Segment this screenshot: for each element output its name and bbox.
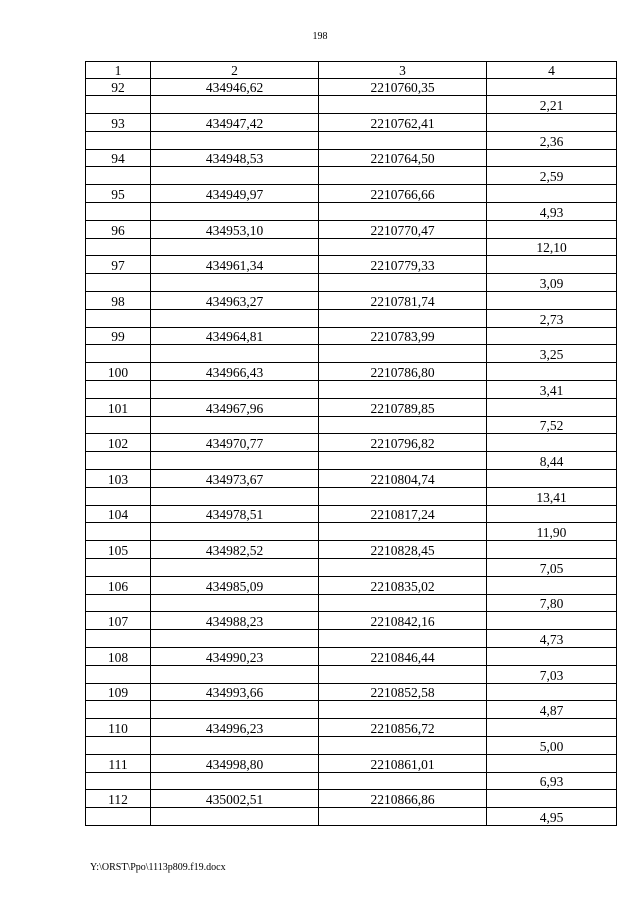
empty-cell xyxy=(319,523,487,541)
distance-row xyxy=(86,523,617,541)
y-coordinate-cell: 2210770,47 xyxy=(319,220,487,238)
distance-row xyxy=(86,416,617,434)
point-number-cell: 94 xyxy=(86,149,151,167)
empty-cell xyxy=(151,96,319,114)
x-coordinate-cell: 434947,42 xyxy=(151,114,319,132)
y-coordinate-cell: 2210861,01 xyxy=(319,754,487,772)
x-coordinate-cell: 434982,52 xyxy=(151,541,319,559)
distance-row xyxy=(86,487,617,505)
x-coordinate-cell: 434961,34 xyxy=(151,256,319,274)
x-coordinate-cell: 434946,62 xyxy=(151,78,319,96)
empty-cell xyxy=(487,790,617,808)
point-row xyxy=(86,292,617,310)
y-coordinate-cell: 2210781,74 xyxy=(319,292,487,310)
empty-cell xyxy=(151,309,319,327)
distance-cell: 4,73 xyxy=(487,630,617,648)
empty-cell xyxy=(86,274,151,292)
empty-cell xyxy=(487,398,617,416)
y-coordinate-cell: 2210828,45 xyxy=(319,541,487,559)
point-number-cell: 110 xyxy=(86,719,151,737)
empty-cell xyxy=(487,185,617,203)
point-number-cell: 95 xyxy=(86,185,151,203)
empty-cell xyxy=(319,274,487,292)
point-number-cell: 102 xyxy=(86,434,151,452)
empty-cell xyxy=(86,203,151,221)
empty-cell xyxy=(86,701,151,719)
distance-cell: 13,41 xyxy=(487,487,617,505)
distance-row xyxy=(86,96,617,114)
empty-cell xyxy=(151,167,319,185)
empty-cell xyxy=(319,701,487,719)
empty-cell xyxy=(487,327,617,345)
point-row xyxy=(86,363,617,381)
empty-cell xyxy=(86,487,151,505)
point-row xyxy=(86,505,617,523)
empty-cell xyxy=(319,309,487,327)
x-coordinate-cell: 434966,43 xyxy=(151,363,319,381)
empty-cell xyxy=(319,167,487,185)
x-coordinate-cell: 434964,81 xyxy=(151,327,319,345)
empty-cell xyxy=(86,381,151,399)
x-coordinate-cell: 434996,23 xyxy=(151,719,319,737)
empty-cell xyxy=(319,131,487,149)
empty-cell xyxy=(487,576,617,594)
empty-cell xyxy=(487,363,617,381)
distance-row xyxy=(86,808,617,826)
x-coordinate-cell: 434988,23 xyxy=(151,612,319,630)
empty-cell xyxy=(86,452,151,470)
empty-cell xyxy=(319,203,487,221)
coordinates-table-body xyxy=(86,62,617,826)
empty-cell xyxy=(487,719,617,737)
point-number-cell: 105 xyxy=(86,541,151,559)
distance-cell: 3,09 xyxy=(487,274,617,292)
empty-cell xyxy=(86,630,151,648)
y-coordinate-cell: 2210762,41 xyxy=(319,114,487,132)
point-row xyxy=(86,256,617,274)
point-row xyxy=(86,185,617,203)
empty-cell xyxy=(487,541,617,559)
point-row xyxy=(86,719,617,737)
point-number-cell: 106 xyxy=(86,576,151,594)
point-row xyxy=(86,790,617,808)
empty-cell xyxy=(487,505,617,523)
empty-cell xyxy=(151,559,319,577)
distance-cell: 8,44 xyxy=(487,452,617,470)
x-coordinate-cell: 434993,66 xyxy=(151,683,319,701)
distance-row xyxy=(86,238,617,256)
point-row xyxy=(86,220,617,238)
distance-row xyxy=(86,559,617,577)
empty-cell xyxy=(151,238,319,256)
x-coordinate-cell: 434998,80 xyxy=(151,754,319,772)
empty-cell xyxy=(86,523,151,541)
empty-cell xyxy=(319,808,487,826)
empty-cell xyxy=(319,345,487,363)
empty-cell xyxy=(86,808,151,826)
empty-cell xyxy=(86,238,151,256)
y-coordinate-cell: 2210796,82 xyxy=(319,434,487,452)
empty-cell xyxy=(319,416,487,434)
empty-cell xyxy=(151,736,319,754)
empty-cell xyxy=(151,274,319,292)
point-number-cell: 104 xyxy=(86,505,151,523)
empty-cell xyxy=(319,772,487,790)
point-number-cell: 101 xyxy=(86,398,151,416)
distance-row xyxy=(86,452,617,470)
distance-cell: 2,36 xyxy=(487,131,617,149)
y-coordinate-cell: 2210852,58 xyxy=(319,683,487,701)
point-row xyxy=(86,648,617,666)
empty-cell xyxy=(319,665,487,683)
distance-cell: 2,73 xyxy=(487,309,617,327)
distance-cell: 12,10 xyxy=(487,238,617,256)
distance-cell: 4,87 xyxy=(487,701,617,719)
empty-cell xyxy=(86,736,151,754)
empty-cell xyxy=(151,772,319,790)
x-coordinate-cell: 434948,53 xyxy=(151,149,319,167)
y-coordinate-cell: 2210779,33 xyxy=(319,256,487,274)
distance-cell: 3,41 xyxy=(487,381,617,399)
point-number-cell: 93 xyxy=(86,114,151,132)
empty-cell xyxy=(86,416,151,434)
y-coordinate-cell: 2210764,50 xyxy=(319,149,487,167)
point-row xyxy=(86,149,617,167)
x-coordinate-cell: 434973,67 xyxy=(151,470,319,488)
empty-cell xyxy=(86,665,151,683)
distance-row xyxy=(86,309,617,327)
x-coordinate-cell: 434953,10 xyxy=(151,220,319,238)
point-number-cell: 112 xyxy=(86,790,151,808)
empty-cell xyxy=(151,665,319,683)
distance-row xyxy=(86,345,617,363)
empty-cell xyxy=(151,808,319,826)
y-coordinate-cell: 2210835,02 xyxy=(319,576,487,594)
empty-cell xyxy=(319,559,487,577)
empty-cell xyxy=(319,736,487,754)
distance-row xyxy=(86,203,617,221)
table-header-row xyxy=(86,62,617,79)
x-coordinate-cell: 434990,23 xyxy=(151,648,319,666)
distance-cell: 4,95 xyxy=(487,808,617,826)
distance-row xyxy=(86,167,617,185)
point-number-cell: 99 xyxy=(86,327,151,345)
y-coordinate-cell: 2210817,24 xyxy=(319,505,487,523)
point-row xyxy=(86,114,617,132)
empty-cell xyxy=(487,612,617,630)
y-coordinate-cell: 2210804,74 xyxy=(319,470,487,488)
empty-cell xyxy=(86,345,151,363)
distance-row xyxy=(86,594,617,612)
point-number-cell: 108 xyxy=(86,648,151,666)
empty-cell xyxy=(151,203,319,221)
y-coordinate-cell: 2210786,80 xyxy=(319,363,487,381)
empty-cell xyxy=(487,256,617,274)
empty-cell xyxy=(151,381,319,399)
empty-cell xyxy=(487,648,617,666)
distance-cell: 2,21 xyxy=(487,96,617,114)
empty-cell xyxy=(151,131,319,149)
empty-cell xyxy=(151,630,319,648)
x-coordinate-cell: 434985,09 xyxy=(151,576,319,594)
point-number-cell: 111 xyxy=(86,754,151,772)
y-coordinate-cell: 2210760,35 xyxy=(319,78,487,96)
distance-cell: 7,52 xyxy=(487,416,617,434)
empty-cell xyxy=(151,487,319,505)
empty-cell xyxy=(319,96,487,114)
distance-cell: 7,03 xyxy=(487,665,617,683)
distance-row xyxy=(86,736,617,754)
empty-cell xyxy=(487,78,617,96)
point-row xyxy=(86,327,617,345)
point-row xyxy=(86,754,617,772)
y-coordinate-cell: 2210856,72 xyxy=(319,719,487,737)
page-number: 198 xyxy=(312,31,328,42)
empty-cell xyxy=(151,594,319,612)
column-header: 4 xyxy=(487,62,617,79)
y-coordinate-cell: 2210866,86 xyxy=(319,790,487,808)
point-row xyxy=(86,683,617,701)
distance-cell: 5,00 xyxy=(487,736,617,754)
y-coordinate-cell: 2210783,99 xyxy=(319,327,487,345)
point-number-cell: 97 xyxy=(86,256,151,274)
point-number-cell: 107 xyxy=(86,612,151,630)
empty-cell xyxy=(487,434,617,452)
distance-row xyxy=(86,131,617,149)
y-coordinate-cell: 2210846,44 xyxy=(319,648,487,666)
distance-row xyxy=(86,701,617,719)
y-coordinate-cell: 2210842,16 xyxy=(319,612,487,630)
coordinates-table xyxy=(85,61,617,826)
empty-cell xyxy=(86,559,151,577)
empty-cell xyxy=(487,114,617,132)
point-row xyxy=(86,576,617,594)
empty-cell xyxy=(319,487,487,505)
column-header: 1 xyxy=(86,62,151,79)
empty-cell xyxy=(86,309,151,327)
point-row xyxy=(86,470,617,488)
x-coordinate-cell: 434963,27 xyxy=(151,292,319,310)
empty-cell xyxy=(151,416,319,434)
empty-cell xyxy=(487,292,617,310)
distance-cell: 3,25 xyxy=(487,345,617,363)
empty-cell xyxy=(151,701,319,719)
distance-cell: 7,80 xyxy=(487,594,617,612)
point-number-cell: 109 xyxy=(86,683,151,701)
y-coordinate-cell: 2210766,66 xyxy=(319,185,487,203)
point-row xyxy=(86,612,617,630)
point-number-cell: 92 xyxy=(86,78,151,96)
point-row xyxy=(86,398,617,416)
point-number-cell: 103 xyxy=(86,470,151,488)
x-coordinate-cell: 434967,96 xyxy=(151,398,319,416)
empty-cell xyxy=(151,523,319,541)
y-coordinate-cell: 2210789,85 xyxy=(319,398,487,416)
empty-cell xyxy=(487,754,617,772)
distance-row xyxy=(86,772,617,790)
empty-cell xyxy=(151,345,319,363)
distance-cell: 7,05 xyxy=(487,559,617,577)
point-number-cell: 100 xyxy=(86,363,151,381)
distance-row xyxy=(86,630,617,648)
empty-cell xyxy=(86,772,151,790)
empty-cell xyxy=(319,452,487,470)
empty-cell xyxy=(151,452,319,470)
x-coordinate-cell: 434970,77 xyxy=(151,434,319,452)
column-header: 3 xyxy=(319,62,487,79)
empty-cell xyxy=(487,470,617,488)
footer-file-path: Y:\ORST\Ppo\1113p809.f19.docx xyxy=(90,862,226,873)
point-number-cell: 98 xyxy=(86,292,151,310)
empty-cell xyxy=(487,683,617,701)
x-coordinate-cell: 434978,51 xyxy=(151,505,319,523)
x-coordinate-cell: 434949,97 xyxy=(151,185,319,203)
point-row xyxy=(86,541,617,559)
empty-cell xyxy=(487,149,617,167)
distance-cell: 11,90 xyxy=(487,523,617,541)
empty-cell xyxy=(319,381,487,399)
empty-cell xyxy=(319,594,487,612)
distance-row xyxy=(86,381,617,399)
point-row xyxy=(86,78,617,96)
point-row xyxy=(86,434,617,452)
empty-cell xyxy=(86,96,151,114)
x-coordinate-cell: 435002,51 xyxy=(151,790,319,808)
distance-cell: 4,93 xyxy=(487,203,617,221)
empty-cell xyxy=(86,131,151,149)
empty-cell xyxy=(319,238,487,256)
column-header: 2 xyxy=(151,62,319,79)
point-number-cell: 96 xyxy=(86,220,151,238)
distance-row xyxy=(86,665,617,683)
empty-cell xyxy=(487,220,617,238)
empty-cell xyxy=(86,167,151,185)
empty-cell xyxy=(319,630,487,648)
distance-cell: 6,93 xyxy=(487,772,617,790)
distance-row xyxy=(86,274,617,292)
empty-cell xyxy=(86,594,151,612)
distance-cell: 2,59 xyxy=(487,167,617,185)
